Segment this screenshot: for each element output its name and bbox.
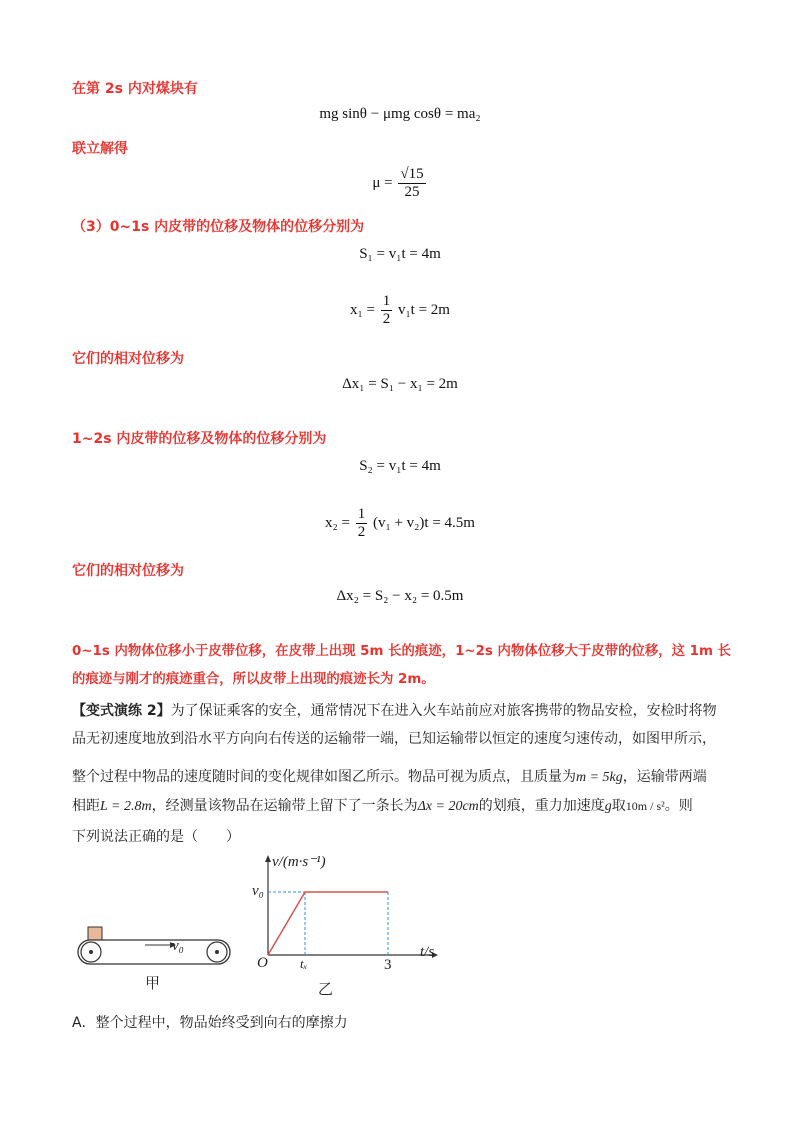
line-part3b: 1~2s 内皮带的位移及物体的位移分别为 [72, 431, 327, 447]
problem-line-5: 下列说法正确的是（ ） [72, 829, 240, 845]
equation-5: Δx₁ = S₁ − x₁ = 2m [342, 376, 458, 392]
t3-tick-label: 3 [384, 957, 392, 973]
option-a: A．整个过程中，物品始终受到向右的摩擦力 [72, 1015, 348, 1031]
t-axis-label: t/s [420, 944, 435, 960]
equation-3: S₁ = v₁t = 4m [359, 246, 441, 262]
v-axis-label: v/(m·s⁻¹) [272, 854, 326, 870]
equation-1: mg sinθ − μmg cosθ = ma₂ [319, 106, 481, 122]
line-rel1: 它们的相对位移为 [72, 351, 184, 367]
belt-velocity-label: v₀ [172, 938, 184, 954]
problem-line-1: 【变式演练 2】为了保证乘客的安全，通常情况下在进入火车站前应对旅客携带的物品安检，安检时将物 [72, 703, 717, 719]
problem-tag: 【变式演练 2】 [72, 703, 171, 719]
line-lianli: 联立解得 [72, 141, 128, 157]
equation-2: μ = $\frac{√15}{25}$ [372, 166, 424, 200]
tx-tick-label: tₓ [300, 956, 308, 971]
figure-yi-caption: 乙 [318, 982, 334, 998]
equation-7: x₂ = $\frac{1}{2}$ (v₁ + v₂)t = 4.5m [325, 506, 475, 540]
conclusion-line-1: 0~1s 内物体位移小于皮带位移，在皮带上出现 5m 长的痕迹，1~2s 内物体位移大于皮带的位移，这 1m 长 [72, 644, 732, 659]
equation-8: Δx₂ = S₂ − x₂ = 0.5m [336, 588, 464, 604]
problem-line-3: 整个过程中物品的速度随时间的变化规律如图乙所示。物品可视为质点，且质量为m = 5kg，运输带两端 [72, 769, 707, 785]
problem-line-4: 相距L = 2.8m，经测量该物品在运输带上留下了一条长为Δx = 20cm的划痕，重力加速度g取10m / s²。则 [72, 798, 693, 814]
problem-line-2: 品无初速度地放到沿水平方向向右传送的运输带一端，已知运输带以恒定的速度匀速传动，如图甲所示， [72, 731, 716, 747]
conclusion-line-2: 的痕迹与刚才的痕迹重合，所以皮带上出现的痕迹长为 2m。 [72, 672, 435, 687]
v0-tick-label: v₀ [252, 883, 264, 899]
mass-value: m = 5kg [576, 770, 623, 785]
equation-6: S₂ = v₁t = 4m [359, 458, 441, 474]
line-part3: （3）0~1s 内皮带的位移及物体的位移分别为 [72, 219, 365, 235]
velocity-curve [268, 892, 388, 955]
origin-label: O [257, 955, 268, 971]
package-block [88, 927, 102, 940]
line-second2: 在第 2s 内对煤块有 [72, 81, 198, 97]
figure-jia-caption: 甲 [145, 976, 161, 992]
line-rel2: 它们的相对位移为 [72, 563, 184, 579]
equation-4: x₁ = $\frac{1}{2}$ v₁t = 2m [350, 293, 450, 327]
